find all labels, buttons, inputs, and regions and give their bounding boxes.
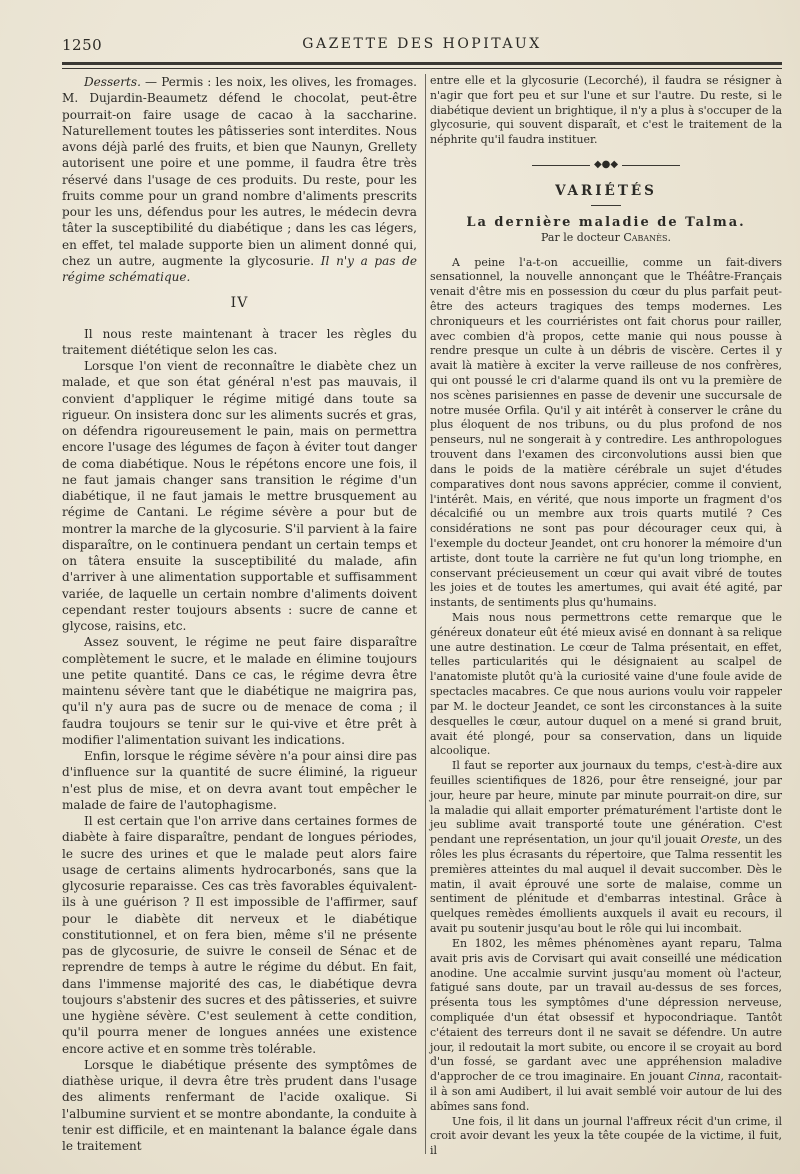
rule-line <box>622 165 680 166</box>
header-rule-thick <box>62 62 782 65</box>
paragraph-text: En 1802, les mêmes phénomènes ayant reparu, Talma avait pris avis de Corvisart qui avait conseillé une médication anodine. Une accalmie survint jusqu'au moment où l'acteur, fatigué sans doute, par un travail au-dessus de ses forces, présenta tous les symptômes d'une dépression nerveuse, compliquée d'un état obsessif et hypocondriaque. Tantôt c'étaient des terreurs dont il ne savait se défendre. Un autre jour, il redoutait la mort subite, ou encore il se croyait au bord d'un fossé, se gardant avec une appréhension maladive d'approcher de ce trou imaginaire. En jouant <box>430 936 782 1084</box>
page-number: 1250 <box>62 36 103 54</box>
running-title: GAZETTE DES HOPITAUX <box>302 36 542 52</box>
play-title: Cinna <box>687 1070 721 1084</box>
page-header <box>62 36 782 58</box>
byline-suffix: . <box>667 230 671 244</box>
paragraph <box>430 937 782 1115</box>
paragraph: Assez souvent, le régime ne peut faire disparaître complètement le sucre, et le malade en élimine toujours une petite quantité. Dans ce cas, le régime devra être maintenu sévère tant que le diabétique ne maigrira pas, qu'il n'y aura pas de sucre ou de menace de coma ; il faudra toujours se tenir sur le qui-vive et être prêt à modifier l'alimentation suivant les indications. <box>62 635 417 747</box>
short-rule <box>591 205 621 206</box>
paragraph-tail: Il n'y a pas de régime schématique. <box>62 253 418 284</box>
section-ornament-rule <box>430 160 782 170</box>
rule-line <box>532 165 590 166</box>
paragraph: Une fois, il lit dans un journal l'affreux récit d'un crime, il croit avoir devant les yeux la tête coupée de la victime, il fuit, il <box>430 1114 782 1158</box>
byline <box>430 231 782 246</box>
paragraph: Enfin, lorsque le régime sévère n'a pour ainsi dire pas d'influence sur la quantité de sucre éliminé, la rigueur n'est plus de mise, et on devra avant tout empêcher le malade de faire de l'autophagisme. <box>62 749 417 812</box>
paragraph: Il est certain que l'on arrive dans certaines formes de diabète à faire disparaître, pendant de longues périodes, le sucre des urines et que le malade peut alors faire usage de certains aliments hydrocarbonés, sans que la glycosurie reparaisse. Ces cas très favorables équivalent-ils à une guérison ? Il est impossible de l'affirmer, sauf pour le diabète dit nerveux et le diabétique constitutionnel, et on fera bien, même s'il ne présente pas de glycosurie, de suivre le conseil de Sénac et de reprendre de temps à autre le régime du début. En fait, dans l'immense majorité des cas, le diabétique devra toujours s'abstenir des sucres et des pâtisseries, et suivre une hygiène sévère. C'est seulement à cette condition, qu'il pourra mener de longues années une existence encore active et en somme très tolérable. <box>62 814 417 1056</box>
paragraph: Il nous reste maintenant à tracer les règles du traitement diététique selon les cas. <box>62 326 417 357</box>
paragraph <box>62 74 417 285</box>
paragraph <box>430 759 782 937</box>
right-column <box>430 74 782 1159</box>
paragraph-lead: Desserts. <box>84 75 141 89</box>
paragraph-text: , racontait-il à son ami Audibert, il lui avait semblé voir autour de lui des abîmes sans fond. <box>430 1070 782 1113</box>
left-column <box>62 74 417 1154</box>
byline-prefix: Par le docteur <box>540 230 624 244</box>
byline-author: Cabanès <box>623 230 668 244</box>
paragraph: Lorsque le diabétique présente des symptômes de diathèse urique, il devra être très prudent dans l'usage des aliments renfermant de l'acide oxalique. Si l'albumine survient et se montre abondante, la conduite à tenir est difficile, et en maintenant la balance égale dans le traitement <box>62 1057 417 1153</box>
paragraph-text: Il faut se reporter aux journaux du temps, c'est-à-dire aux feuilles scientifiques de 1826, pour être renseigné, jour par jour, heure par heure, minute par minute pourrait-on dire, sur la maladie qui allait emporter prématurément l'artiste dont le jeu sublime avait transporté toute une génération. C'est pendant une représentation, un jour qu'il jouait <box>430 759 782 847</box>
play-title: Oreste <box>700 833 738 847</box>
section-number: IV <box>230 295 249 312</box>
header-rule-thin <box>62 68 782 69</box>
paragraph-text: , un des rôles les plus écrasants du répertoire, que Talma ressentit les premières atteintes du mal auquel il devait succomber. Dès le matin, il avait éprouvé une sorte de malaise, comme un sentiment de plénitude et d'embarras intestinal. Grâce à quelques remèdes émollients auxquels il avait eu recours, il avait pu soutenir jusqu'au bout le rôle qui lui incombait. <box>430 833 782 936</box>
paragraph-text: — Permis : les noix, les olives, les fromages. M. Dujardin-Beaumetz défend le chocolat, peut-être pourrait-on faire usage de cacao à la saccharine. Naturellement toutes les pâtisseries sont interdites. Nous avons déjà parlé des fruits, et bien que Naunyn, Grellety autorisent une poire et une pomme, il faudra être très réservé dans l'usage de ces produits. Du reste, pour les fruits comme pour un grand nombre d'aliments prescrits pour les uns, défendus pour les autres, le médecin devra tâter la susceptibilité du diabétique ; dans les cas légers, en effet, tel malade supporte bien un aliment donné qui, chez un autre, augmente la glycosurie. <box>62 75 417 268</box>
paragraph: Lorsque l'on vient de reconnaître le diabète chez un malade, et que son état général n'est pas mauvais, il convient d'appliquer le régime mitigé dans toute sa rigueur. On insistera donc sur les aliments sucrés et gras, on défendra rigoureusement le pain, mais on permettra encore l'usage des légumes de façon à éviter tout danger de coma diabétique. Nous le répétons encore une fois, il ne faut jamais changer sans transition le régime d'un diabétique, il ne faut jamais le mettre brusquement au régime de Cantani. Le régime sévère a pour but de montrer la marche de la glycosurie. S'il parvient à la faire disparaître, on le continuera pendant un certain temps et on tâtera ensuite la susceptibilité du malade, afin d'arriver à une alimentation supportable et suffisamment variée, de laquelle un certain nombre d'aliments doivent cependant rester toujours absents : sucre de canne et glycose, raisins, etc. <box>62 359 417 633</box>
column-divider <box>425 74 426 1154</box>
paragraph: A peine l'a-t-on accueillie, comme un fait-divers sensationnel, la nouvelle annonçant que le Théâtre-Français venait d'être mis en possession du cœur du plus parfait peut-être des acteurs tragiques des temps modernes. Les chroniqueurs et les courriéristes ont fait chorus pour railler, avec combien d'à propos, cette manie qui nous pousse à rendre presque un culte à un débris de viscère. Certes il y avait là matière à exciter la verve railleuse de nos confrères, qui ont poussé le cri d'alarme quand ils ont vu la première de nos scènes parisiennes en passe de devenir une succursale de notre musée Orfila. Qu'il y ait intérêt à conserver le crâne du plus éloquent de nos tribuns, ou du plus profond de nos penseurs, nul ne songerait à y contredire. Les anthropologues trouvent dans l'examen des circonvolutions aussi bien que dans le poids de la matière cérébrale un sujet d'études comparatives dont nous savons apprécier, comme il convient, l'intérêt. Mais, en vérité, que nous importe un fragment d'os décalcifié ou un membre aux trois quarts mutilé ? Ces considérations ne sont pas pour décourager ceux qui, à l'exemple du docteur Jeandet, ont cru honorer la mémoire d'un artiste, dont toute la carrière ne fut qu'un long triomphe, en conservant précieusement un cœur qui avait vibré de toutes les joies et de toutes les amertumes, qui avait été agité, par instants, de sentiments plus qu'humains. <box>430 255 782 610</box>
paragraph: Mais nous nous permettrons cette remarque que le généreux donateur eût été mieux avisé en donnant à sa relique une autre destination. Le cœur de Talma présentait, en effet, telles particularités qui le désignaient au scalpel de l'anatomiste plutôt qu'à la curiosité vaine d'une foule avide de spectacles macabres. Ce que nous aurions voulu voir rappeler par M. le docteur Jeandet, ce sont les circonstances à la suite desquelles le cœur, autour duquel on a mené si grand bruit, avait été plongé, pour sa conservation, dans un liquide alcoolique. <box>430 611 782 758</box>
ornament-icon: ◆●◆ <box>593 159 619 171</box>
paragraph: entre elle et la glycosurie (Lecorché), il faudra se résigner à n'agir que fort peu et sur l'une et sur l'autre. Du reste, si le diabétique devient un brightique, il n'y a plus à s'occuper de la glycosurie, qui souvent disparaît, et c'est le traitement de la néphrite qu'il faudra instituer. <box>430 74 782 147</box>
article-title: La dernière maladie de Talma. <box>466 214 746 230</box>
section-heading: VARIÉTÉS <box>555 183 657 200</box>
